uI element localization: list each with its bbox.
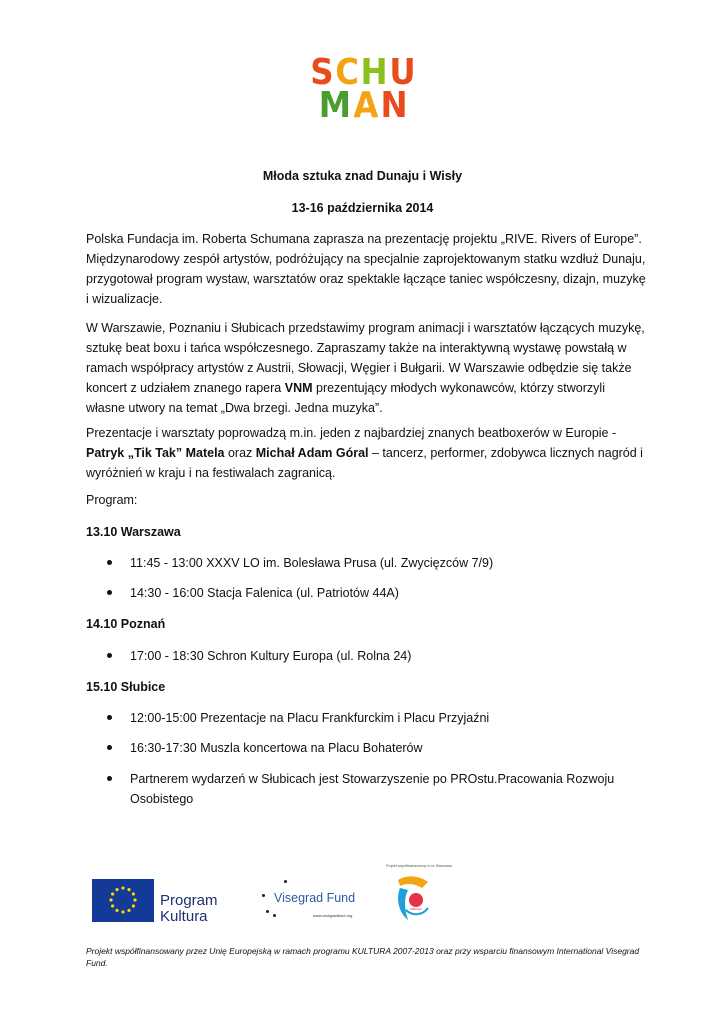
- paragraph-presenters: [86, 423, 646, 483]
- warsaw-partner-logo: [386, 864, 456, 924]
- bullet-icon: [107, 745, 112, 750]
- presenter-name: Michał Adam Góral: [255, 446, 369, 460]
- visegrad-dot-icon: [262, 894, 265, 897]
- list-item: [107, 738, 637, 758]
- paragraph-program: [86, 318, 646, 418]
- visegrad-fund-url: www.visegradfund.org: [313, 913, 353, 918]
- list-item-text: 11:45 - 13:00 XXXV LO im. Bolesława Prusa (ul. Zwycięzców 7/9): [130, 556, 494, 570]
- visegrad-dot-icon: [266, 910, 269, 913]
- document-title: Młoda sztuka znad Dunaju i Wisły: [262, 169, 463, 183]
- list-item-text: 14:30 - 16:00 Stacja Falenica (ul. Patriotów 44A): [130, 586, 399, 600]
- paragraph-intro: Polska Fundacja im. Roberta Schumana zaprasza na prezentację projektu „RIVE. Rivers of Europe”. Międzynarodowy zespół artystów, podróżujący na specjalnie zaprojektowanym statku wzdłuż Dunaju, przygotował program wystaw, warsztatów oraz spektakle łączące taniec współczesny, dizajn, muzykę i wizualizacje.: [86, 232, 646, 306]
- logo-letter: H: [360, 52, 387, 93]
- list-item: [107, 708, 637, 728]
- warsaw-mascot-icon: [394, 874, 434, 924]
- bullet-icon: [107, 715, 112, 720]
- paragraph-text: prezentujący młodych wykonawców, którzy stworzyli własne utwory na temat „Dwa brzegi. Jedna muzyka”.: [86, 381, 605, 415]
- list-item: [107, 769, 637, 809]
- paragraph-text: Prezentacje i warsztaty poprowadzą m.in. jeden z najbardziej znanych beatboxerów w Europie -: [86, 426, 617, 440]
- logo-row-2: [0, 85, 725, 126]
- bullet-icon: [107, 590, 112, 595]
- logo-letter: S: [309, 52, 333, 93]
- bullet-icon: [107, 653, 112, 658]
- presenter-name: Patryk „Tik Tak” Matela: [86, 446, 225, 460]
- logo-letter: A: [353, 85, 378, 126]
- schuman-logo: [0, 52, 725, 126]
- logo-letter: U: [389, 52, 415, 93]
- list-item: [107, 553, 637, 573]
- section-heading: 15.10 Słubice: [86, 680, 166, 694]
- program-kultura-line: Program: [160, 892, 218, 909]
- list-item-text: 16:30-17:30 Muszla koncertowa na Placu Bohaterów: [130, 741, 423, 755]
- logo-letter: M: [318, 85, 351, 126]
- visegrad-fund-name: Visegrad Fund: [274, 891, 356, 905]
- paragraph-text: W Warszawie, Poznaniu i Słubicach przedstawimy program animacji i warsztatów łączących muzykę, sztukę beat boxu i tańca współczesnego. Zapraszamy także na interaktywną wystawę powstałą w ramach współpracy artystów z Austrii, Słowacji, Węgier i Bułgarii. W Warszawie odbędzie się także koncert z udziałem znanego rapera: [86, 321, 645, 395]
- program-kultura-logo: [160, 893, 218, 925]
- list-item: [107, 583, 637, 603]
- logo-letter: N: [380, 85, 407, 126]
- visegrad-fund-logo: [256, 880, 366, 925]
- eu-stars-icon: [92, 879, 154, 922]
- svg-text:zakręć: zakręć: [410, 906, 422, 911]
- logo-letter: C: [334, 52, 358, 93]
- paragraph-text: oraz: [224, 446, 256, 460]
- artist-name: VNM: [284, 381, 313, 395]
- list-item: [107, 646, 637, 666]
- paragraph-text: – tancerz, performer, zdobywca licznych nagród i wyróżnień w kraju i na festiwalach zagranicą.: [86, 446, 643, 480]
- list-item-text: 12:00-15:00 Prezentacje na Placu Frankfurckim i Placu Przyjaźni: [130, 711, 490, 725]
- funding-note: Projekt współfinansowany przez Unię Europejską w ramach programu KULTURA 2007-2013 oraz przy wsparciu finansowym International Visegrad Fund.: [86, 946, 640, 968]
- bullet-icon: [107, 776, 112, 781]
- section-heading: 13.10 Warszawa: [86, 525, 181, 539]
- partner-caption: Projekt współfinansowany m.st. Warszawa: [386, 864, 453, 868]
- eu-flag-icon: [92, 879, 154, 922]
- bullet-icon: [107, 560, 112, 565]
- event-date: 13-16 października 2014: [291, 201, 434, 215]
- list-item-text: 17:00 - 18:30 Schron Kultury Europa (ul. Rolna 24): [130, 649, 412, 663]
- list-item-text: Partnerem wydarzeń w Słubicach jest Stowarzyszenie po PROstu.Pracowania Rozwoju Osobistego: [130, 772, 615, 806]
- section-heading: 14.10 Poznań: [86, 617, 166, 631]
- visegrad-dot-icon: [273, 914, 276, 917]
- visegrad-dot-icon: [284, 880, 287, 883]
- program-kultura-line: Kultura: [160, 908, 208, 925]
- program-label: Program:: [86, 493, 138, 507]
